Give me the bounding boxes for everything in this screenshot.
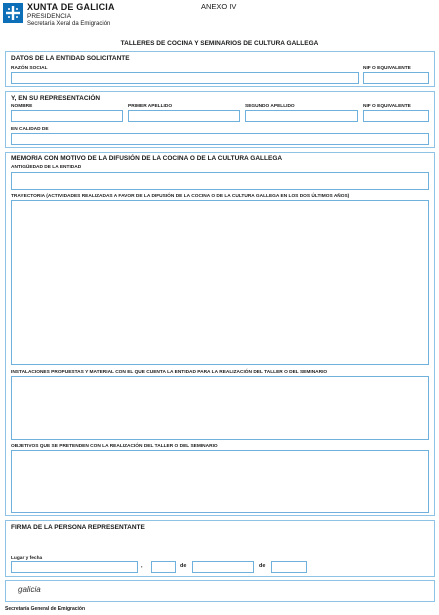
- applicant-nif-field[interactable]: [363, 72, 429, 84]
- memoria-section: [5, 152, 435, 516]
- xunta-cross-icon: [5, 5, 21, 21]
- footer-logo-box: [5, 580, 435, 602]
- instalaciones-field[interactable]: [11, 376, 429, 440]
- month-field[interactable]: [192, 561, 254, 573]
- calidad-label: EN CALIDAD DE: [11, 127, 49, 132]
- applicant-section: [5, 51, 435, 87]
- day-field[interactable]: [151, 561, 176, 573]
- trayectoria-field[interactable]: [11, 200, 429, 365]
- date-de-2: de: [259, 563, 266, 569]
- representation-section-title: Y, EN SU REPRESENTACIÓN: [11, 95, 101, 102]
- xunta-logo: [3, 3, 23, 23]
- antiguedad-field[interactable]: [11, 172, 429, 190]
- antiguedad-label: ANTIGÜEDAD DE LA ENTIDAD: [11, 165, 82, 170]
- objetivos-field[interactable]: [11, 450, 429, 513]
- calidad-field[interactable]: [11, 133, 429, 145]
- representative-nif-field[interactable]: [363, 110, 429, 122]
- org-name: XUNTA DE GALICIA: [27, 2, 115, 12]
- nombre-field[interactable]: [11, 110, 123, 122]
- instalaciones-label: INSTALACIONES PROPUESTAS Y MATERIAL CON EL QUE CUENTA LA ENTIDAD PARA LA REALIZACIÓN DEL TALLER O DEL SEMINARIO: [11, 370, 328, 375]
- trayectoria-label: TRAYECTORIA (ACTIVIDADES REALIZADAS A FAVOR DE LA DIFUSIÓN DE LA COCINA O DE LA CULTURA GALLEGA EN LOS DOS ÚLTIMOS AÑOS): [11, 194, 350, 199]
- razon-social-label: RAZÓN SOCIAL: [11, 66, 48, 71]
- applicant-nif-label: NIF O EQUIVALENTE: [363, 66, 411, 71]
- lugar-field[interactable]: [11, 561, 138, 573]
- representation-section: [5, 91, 435, 148]
- year-field[interactable]: [271, 561, 307, 573]
- memoria-section-title: MEMORIA CON MOTIVO DE LA DIFUSIÓN DE LA COCINA O DE LA CULTURA GALLEGA: [11, 155, 283, 162]
- applicant-section-title: DATOS DE LA ENTIDAD SOLICITANTE: [11, 55, 130, 62]
- date-de-1: de: [180, 563, 187, 569]
- org-department: PRESIDENCIA: [27, 13, 72, 20]
- objetivos-label: OBJETIVOS QUE SE PRETENDEN CON LA REALIZACIÓN DEL TALLER O DEL SEMINARIO: [11, 444, 218, 449]
- date-comma: ,: [141, 563, 143, 569]
- signature-section: [5, 520, 435, 577]
- segundo-apellido-label: SEGUNDO APELLIDO: [245, 104, 295, 109]
- document-title: TALLERES DE COCINA Y SEMINARIOS DE CULTURA GALLEGA: [120, 40, 319, 47]
- footer-text: Secretaría General de Emigración: [5, 606, 86, 612]
- primer-apellido-field[interactable]: [128, 110, 240, 122]
- razon-social-field[interactable]: [11, 72, 359, 84]
- lugar-fecha-label: Lugar y fecha: [11, 556, 43, 561]
- segundo-apellido-field[interactable]: [245, 110, 358, 122]
- galicia-logo: galicia: [18, 585, 41, 594]
- primer-apellido-label: PRIMER APELLIDO: [128, 104, 173, 109]
- org-subdepartment: Secretaría Xeral da Emigración: [27, 21, 111, 27]
- representative-nif-label: NIF O EQUIVALENTE: [363, 104, 411, 109]
- annex-label: ANEXO IV: [201, 2, 237, 11]
- nombre-label: NOMBRE: [11, 104, 33, 109]
- signature-section-title: FIRMA DE LA PERSONA REPRESENTANTE: [11, 524, 145, 531]
